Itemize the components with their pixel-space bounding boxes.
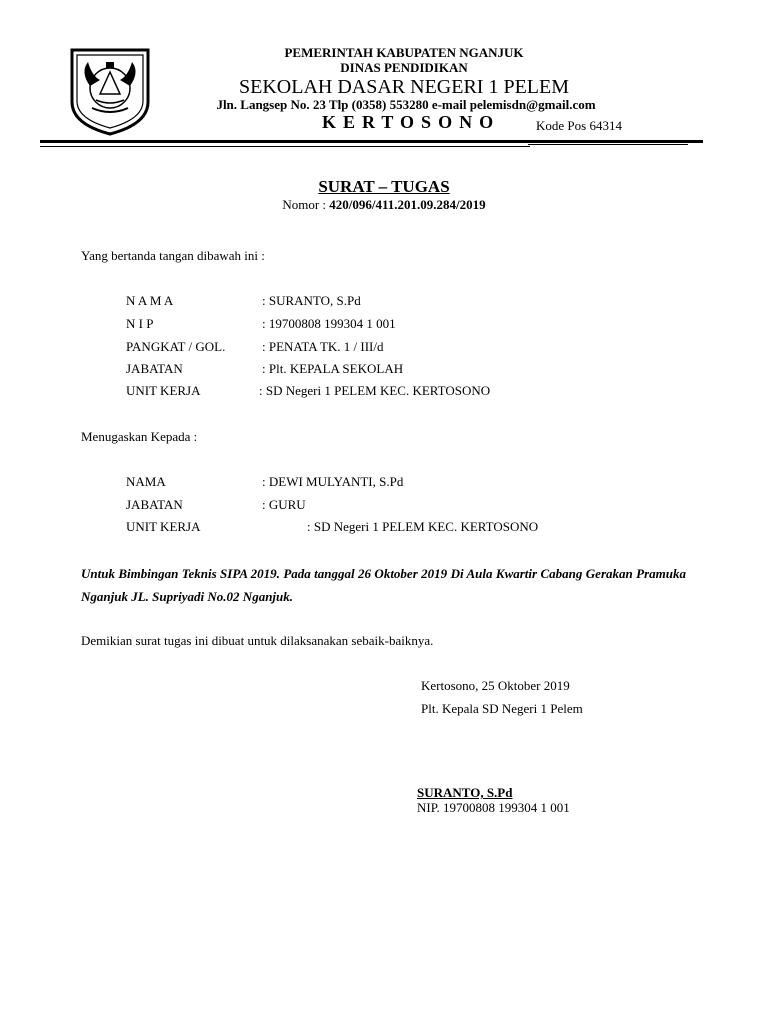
signer-value: : SD Negeri 1 PELEM KEC. KERTOSONO xyxy=(259,383,491,398)
signer-label: N A M A xyxy=(126,293,174,308)
signature-position: Plt. Kepala SD Negeri 1 Pelem xyxy=(421,701,583,716)
signer-label: JABATAN xyxy=(126,361,183,376)
assignee-label: JABATAN xyxy=(126,497,183,512)
signer-label: PANGKAT / GOL. xyxy=(126,339,226,354)
signer-value: : 19700808 199304 1 001 xyxy=(262,316,396,331)
letter-title: SURAT – TUGAS xyxy=(318,177,450,196)
letter-number xyxy=(0,197,768,213)
signer-value: : SURANTO, S.Pd xyxy=(262,293,361,308)
signer-value: : Plt. KEPALA SEKOLAH xyxy=(262,361,404,376)
letterhead-divider xyxy=(40,140,703,143)
office-heading: DINAS PENDIDIKAN xyxy=(340,60,468,75)
closing-text: Demikian surat tugas ini dibuat untuk dilaksanakan sebaik-baiknya. xyxy=(81,633,434,648)
letter-number-label: Nomor : xyxy=(282,197,330,212)
assignee-value: : DEWI MULYANTI, S.Pd xyxy=(262,474,404,489)
letter-number-value: 420/096/411.201.09.284/2019 xyxy=(329,197,486,212)
signature-nip: NIP. 19700808 199304 1 001 xyxy=(417,800,570,815)
signer-label: UNIT KERJA xyxy=(126,383,201,398)
school-name: SEKOLAH DASAR NEGERI 1 PELEM xyxy=(239,76,569,98)
assignee-label: UNIT KERJA xyxy=(126,519,201,534)
school-address: Jln. Langsep No. 23 Tlp (0358) 553280 e-mail pelemisdn@gmail.com xyxy=(216,97,596,112)
postal-code: Kode Pos 64314 xyxy=(536,118,622,133)
school-city: KERTOSONO xyxy=(322,112,501,132)
assign-intro-text: Menugaskan Kepada : xyxy=(81,429,198,444)
assignee-value: : GURU xyxy=(262,497,306,512)
signer-value: : PENATA TK. 1 / III/d xyxy=(262,339,384,354)
letterhead-divider-thin-right xyxy=(528,144,688,145)
signer-label: N I P xyxy=(126,316,154,331)
signature-name: SURANTO, S.Pd xyxy=(417,785,513,800)
intro-text: Yang bertanda tangan dibawah ini : xyxy=(81,248,265,263)
letterhead-divider-thin xyxy=(40,146,530,147)
assignee-value: : SD Negeri 1 PELEM KEC. KERTOSONO xyxy=(307,519,539,534)
assignment-purpose: Untuk Bimbingan Teknis SIPA 2019. Pada tanggal 26 Oktober 2019 Di Aula Kwartir Cabang Gerakan Pramuka Nganjuk JL. Supriyadi No.02 Nganjuk. xyxy=(81,566,686,604)
signature-place-date: Kertosono, 25 Oktober 2019 xyxy=(421,678,570,693)
government-heading: PEMERINTAH KABUPATEN NGANJUK xyxy=(284,45,524,60)
assignee-label: NAMA xyxy=(126,474,166,489)
